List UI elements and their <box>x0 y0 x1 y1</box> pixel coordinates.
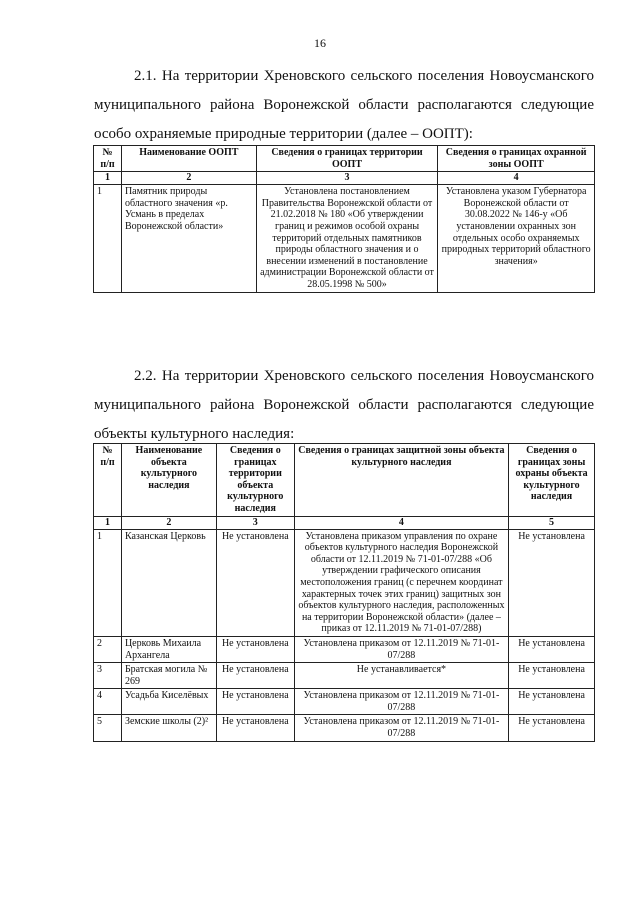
header-cell: Сведения о границах защитной зоны объекта культурного наследия <box>294 444 508 517</box>
table-cell: Не установлена <box>509 689 595 715</box>
table-cell: Земские школы (2)² <box>121 715 216 741</box>
column-number: 4 <box>438 172 595 185</box>
table-cell: 3 <box>94 663 122 689</box>
column-number: 4 <box>294 516 508 529</box>
header-cell: Сведения о границах зоны охраны объекта культурного наследия <box>509 444 595 517</box>
heritage-table <box>93 443 595 742</box>
table-cell: 2 <box>94 636 122 662</box>
table-row <box>94 715 595 741</box>
header-cell: Наименование объекта культурного наследия <box>121 444 216 517</box>
table-cell: Не установлена <box>216 715 294 741</box>
column-number: 3 <box>216 516 294 529</box>
header-cell: Сведения о границах территории объекта культурного наследия <box>216 444 294 517</box>
header-cell: Наименование ООПТ <box>121 146 256 172</box>
header-cell: Сведения о границах территории ООПТ <box>256 146 438 172</box>
table-cell: Не установлена <box>509 636 595 662</box>
table-cell: Не установлена <box>509 715 595 741</box>
table-cell: Установлена приказом от 12.11.2019 № 71-01-07/288 <box>294 689 508 715</box>
table-cell: Не установлена <box>216 636 294 662</box>
column-number: 5 <box>509 516 595 529</box>
column-number: 2 <box>121 172 256 185</box>
section-2-paragraph: 2.2. На территории Хреновского сельского поселения Новоусманского муниципального района Воронежской области располагаются следующие объекты культурного наследия: <box>94 368 594 442</box>
section-1-paragraph: 2.1. На территории Хреновского сельского поселения Новоусманского муниципального района Воронежской области располагаются следующие особо охраняемые природные территории (далее – ООПТ): <box>94 68 594 142</box>
table-header-row <box>94 444 595 517</box>
table-row <box>94 529 595 636</box>
table-row <box>94 689 595 715</box>
table-cell: Установлена приказом от 12.11.2019 № 71-01-07/288 <box>294 636 508 662</box>
table-row <box>94 185 595 292</box>
table-cell: 4 <box>94 689 122 715</box>
column-number-row <box>94 516 595 529</box>
table-cell: Памятник природы областного значения «р. Усмань в пределах Воронежской области» <box>121 185 256 292</box>
table-cell: Казанская Церковь <box>121 529 216 636</box>
table-cell: 1 <box>94 185 122 292</box>
table-cell: Не установлена <box>216 529 294 636</box>
table-cell: Церковь Михаила Архангела <box>121 636 216 662</box>
table-cell: 5 <box>94 715 122 741</box>
table-cell: Не установлена <box>509 663 595 689</box>
table-cell: Не установлена <box>509 529 595 636</box>
column-number: 1 <box>94 172 122 185</box>
table-cell: Не установлена <box>216 663 294 689</box>
table-header-row <box>94 146 595 172</box>
table-row <box>94 663 595 689</box>
table-cell: 1 <box>94 529 122 636</box>
table-cell: Усадьба Киселёвых <box>121 689 216 715</box>
header-cell: № п/п <box>94 444 122 517</box>
table-cell: Не установлена <box>216 689 294 715</box>
page-number: 16 <box>314 36 326 50</box>
header-cell: Сведения о границах охранной зоны ООПТ <box>438 146 595 172</box>
table-cell: Установлена приказом от 12.11.2019 № 71-01-07/288 <box>294 715 508 741</box>
oopt-table <box>93 145 595 293</box>
column-number: 2 <box>121 516 216 529</box>
table-cell: Не устанавливается* <box>294 663 508 689</box>
column-number: 1 <box>94 516 122 529</box>
header-cell: № п/п <box>94 146 122 172</box>
table-cell: Установлена указом Губернатора Воронежской области от 30.08.2022 № 146-у «Об установлении охранных зон отдельных особо охраняемых природных территорий областного значения» <box>438 185 595 292</box>
column-number-row <box>94 172 595 185</box>
table-cell: Установлена приказом управления по охране объектов культурного наследия Воронежской области от 12.11.2019 № 71-01-07/288 «Об утверждении графического описания местоположения границ (с перечнем координат характерных точек этих границ) защитных зон объектов культурного наследия, расположенных на территории Воронежской области» (далее – приказ от 12.11.2019 № 71-01-07/288) <box>294 529 508 636</box>
table-row <box>94 636 595 662</box>
column-number: 3 <box>256 172 438 185</box>
table-cell: Установлена постановлением Правительства Воронежской области от 21.02.2018 № 180 «Об утверждении границ и режимов особой охраны территорий отдельных памятников природы областного значения и о внесении изменений в постановление администрации Воронежской области от 28.05.1998 № 500» <box>256 185 438 292</box>
table-cell: Братская могила № 269 <box>121 663 216 689</box>
